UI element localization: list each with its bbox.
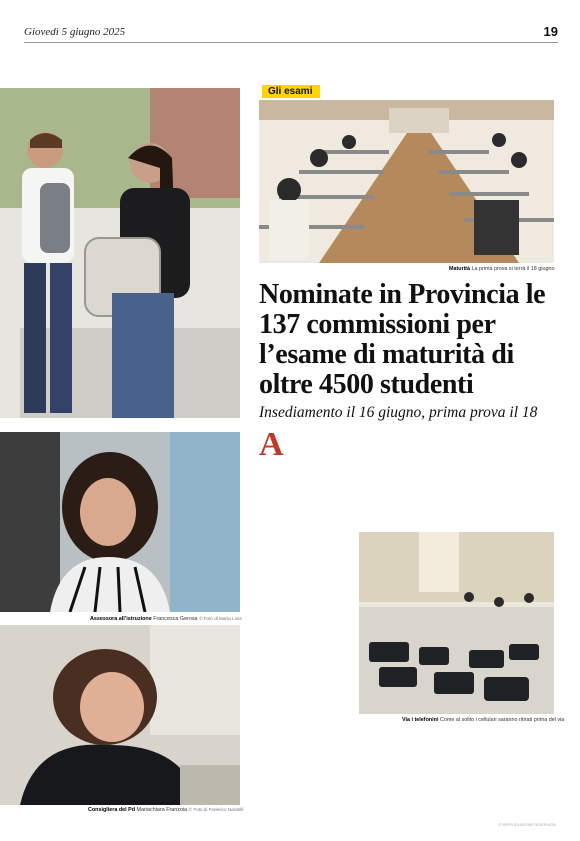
photo-exam-hall (259, 100, 554, 263)
photo-students (0, 88, 240, 418)
dropcap: A (259, 426, 284, 463)
caption-consigliera-text: Mariachiara Franzoia (136, 807, 188, 813)
photo-assessora (0, 432, 240, 612)
caption-consigliera (88, 807, 243, 813)
caption-consigliera-label: Consigliera del Pd (88, 807, 136, 813)
caption-exam-label: Maturità (449, 266, 470, 272)
caption-consigliera-credit: © Foto di Federico Nardelli (188, 807, 244, 812)
caption-exam (449, 266, 554, 272)
caption-phones (402, 717, 564, 723)
caption-assessora (90, 616, 242, 622)
subheadline: Insediamento il 16 giugno, prima prova il 18 (259, 404, 538, 421)
caption-assessora-credit: © Foto di Marta Loss (199, 616, 242, 621)
section-kicker: Gli esami (262, 85, 320, 98)
footer-note: © RIPRODUZIONE RISERVATA (498, 822, 556, 827)
caption-assessora-text: Francesca Gerosa (153, 616, 198, 622)
caption-exam-text: La prima prova si terrà il 18 giugno (471, 266, 555, 272)
caption-phones-label: Via i telefonini (402, 717, 439, 723)
page-number: 19 (543, 24, 558, 39)
article-column-1 (259, 426, 351, 812)
headline: Nominate in Provincia le 137 commissioni per l’esame di maturità di oltre 4500 studenti (259, 279, 546, 400)
photo-phones (359, 532, 554, 714)
header-rule (24, 42, 558, 43)
caption-phones-text: Come al solito i cellulari saranno ritirati prima del via (439, 717, 565, 723)
caption-assessora-label: Assessora all’istruzione (90, 616, 152, 622)
photo-consigliera (0, 625, 240, 805)
issue-date: Giovedì 5 giugno 2025 (24, 26, 126, 38)
